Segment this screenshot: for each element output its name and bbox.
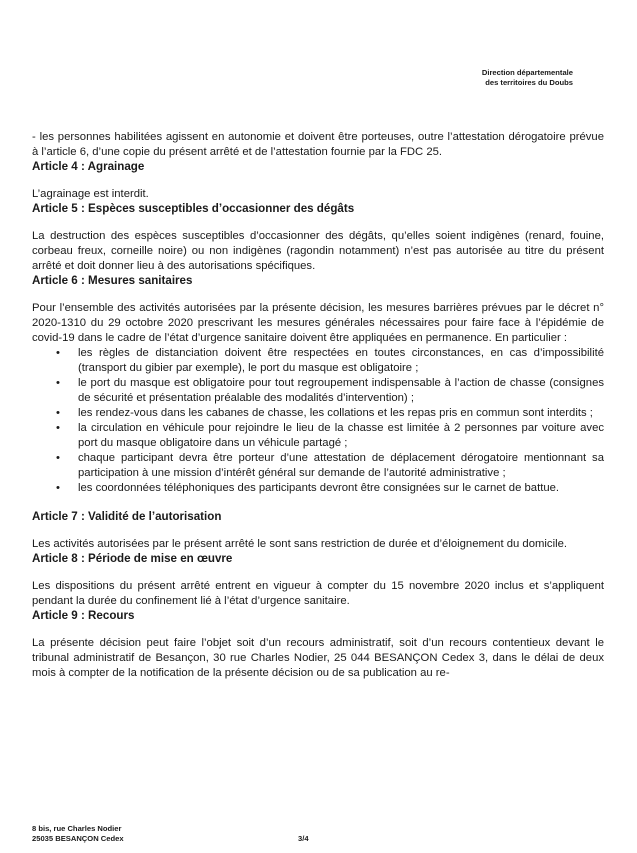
bullet-icon: • xyxy=(56,452,60,464)
article-4-body: L’agrainage est interdit. xyxy=(32,188,149,200)
article-5-title: Article 5 : Espèces susceptibles d’occasionner des dégâts xyxy=(32,202,355,215)
intro-paragraph: - les personnes habilitées agissent en autonomie et doivent être porteuses, outre l’attestation dérogatoire prévue à l’article 6, d’une copie du présent arrêté et de l’attestation fournie par la FDC 25. xyxy=(32,131,604,158)
document-body xyxy=(32,130,604,681)
page-number: 3/4 xyxy=(298,834,309,843)
article-8-title: Article 8 : Période de mise en œuvre xyxy=(32,552,233,565)
bullet-icon: • xyxy=(56,422,60,434)
article-6-body: Pour l’ensemble des activités autorisées par la présente décision, les mesures barrières prévues par le décret n° 2020-1310 du 29 octobre 2020 prescrivant les mesures générales nécessaires pour faire face à l’épidémie de covid-19 dans le cadre de l’état d’urgence sanitaire doivent être appliquées en permanence. En particulier : xyxy=(32,302,604,344)
bullet-icon: • xyxy=(56,377,60,389)
list-item: • chaque participant devra être porteur d’une attestation de déplacement dérogatoire mentionnant sa participation à une mission d’intérêt général sur demande de l’autorité administrative ; xyxy=(56,452,604,479)
header-direction: Direction départementale xyxy=(481,68,573,77)
list-item: • les règles de distanciation doivent être respectées en toutes circonstances, en cas d’impossibilité (transport du gibier par exemple), le port du masque est obligatoire ; xyxy=(56,347,604,374)
sanitary-measures-list xyxy=(32,346,604,496)
article-4-title: Article 4 : Agrainage xyxy=(32,160,145,173)
list-item: • les coordonnées téléphoniques des participants devront être consignées sur le carnet de battue. xyxy=(56,482,560,494)
bullet-icon: • xyxy=(56,407,60,419)
article-9-title: Article 9 : Recours xyxy=(32,609,135,622)
header xyxy=(482,68,573,88)
bullet-icon: • xyxy=(56,347,60,359)
footer-street: 8 bis, rue Charles Nodier xyxy=(32,824,122,833)
list-item: • les rendez-vous dans les cabanes de chasse, les collations et les repas pris en commun sont interdits ; xyxy=(56,407,593,419)
article-7-body: Les activités autorisées par le présent arrêté le sont sans restriction de durée et d’éloignement du domicile. xyxy=(32,538,568,550)
article-5-body: La destruction des espèces susceptibles d’occasionner des dégâts, qu’elles soient indigènes (renard, fouine, corbeau freux, corneille noire) ou non indigènes (ragondin notamment) n’est pas autorisée au titre du présent arrêté et doit donner lieu à des autorisations spécifiques. xyxy=(32,230,604,272)
list-item: • le port du masque est obligatoire pour tout regroupement indispensable à l’action de chasse (consignes de sécurité et présentation préalable des modalités d’intervention) ; xyxy=(56,377,604,404)
footer-address xyxy=(32,824,124,844)
bullet-icon: • xyxy=(56,482,60,494)
header-territoire: des territoires du Doubs xyxy=(485,78,573,87)
footer-city: 25035 BESANÇON Cedex xyxy=(32,834,124,843)
article-8-body: Les dispositions du présent arrêté entrent en vigueur à compter du 15 novembre 2020 inclus et s’appliquent pendant la durée du confinement lié à l’état d’urgence sanitaire. xyxy=(32,580,604,607)
article-9-body: La présente décision peut faire l’objet soit d’un recours administratif, soit d’un recours contentieux devant le tribunal administratif de Besançon, 30 rue Charles Nodier, 25 044 BESANÇON Cedex 3, dans le délai de deux mois à compter de la notification de la présente décision ou de sa publication au re- xyxy=(32,637,604,679)
list-item: • la circulation en véhicule pour rejoindre le lieu de la chasse est limitée à 2 personnes par voiture avec port du masque obligatoire dans un véhicule partagé ; xyxy=(56,422,604,449)
article-7-title: Article 7 : Validité de l’autorisation xyxy=(32,510,222,523)
article-6-title: Article 6 : Mesures sanitaires xyxy=(32,274,193,287)
